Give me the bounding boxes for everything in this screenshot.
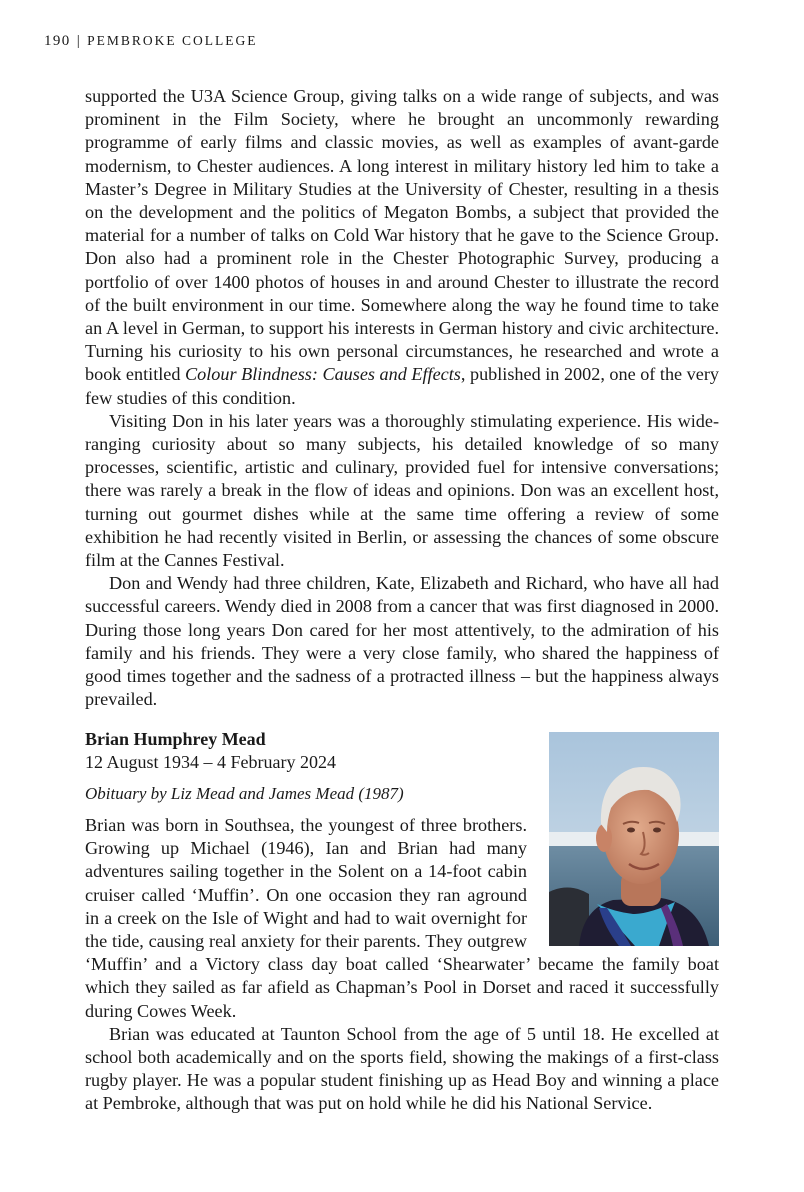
header-separator: | [76,33,82,49]
don-paragraph-1-text: supported the U3A Science Group, giving talks on a wide range of subjects, and was prominent in the Film Society, where he brought an uncommonly rewarding programme of early films and classic movies, as well as examples of avant-garde modernism, to Chester audiences. A long interest in military history led him to take a Master’s Degree in Military Studies at the University of Chester, resulting in a thesis on the development and the politics of Megaton Bombs, a subject that provided the material for a number of talks on Cold War history that he gave to the Science Group. Don also had a prominent role in the Chester Photographic Survey, producing a portfolio of over 1400 photos of houses in and around Chester to illustrate the record of the built environment in our time. Somewhere along the way he found time to take an A level in German, to support his interests in German history and civic architecture. Turning his curiosity to his own personal circumstances, he researched and wrote a book entitled [85,86,719,385]
running-header [44,33,257,50]
don-obituary-continuation [85,85,719,711]
don-paragraph-1 [85,85,719,410]
don-paragraph-1-end: , published in 2002, one of the very few studies of this condition. [85,364,719,408]
book-title: Colour Blindness: Causes and Effects [185,364,461,385]
obituary-name: Brian Humphrey Mead [85,729,266,749]
college-name: PEMBROKE COLLEGE [87,33,258,48]
obituary-dates: 12 August 1934 – 4 February 2024 [85,752,336,772]
obituary-byline: Obituary by Liz Mead and James Mead (1987) [85,784,404,803]
brian-mead-obituary [85,728,719,1116]
brian-paragraph-1: Brian was born in Southsea, the youngest of three brothers. Growing up Michael (1946), Ian and Brian had many adventures sailing together in the Solent on a 14-foot cabin cruiser called ‘Muffin’. On one occasion they ran aground in a creek on the Isle of Wight and had to wait overnight for the tide, causing real anxiety for their parents. They outgrew ‘Muffin’ and a Victory class day boat called ‘Shearwater’ became the family boat which they sailed as far afield as Chapman’s Pool in Dorset and raced it successfully during Cowes Week. [85,815,719,1021]
page-number: 190 [44,33,71,49]
portrait-photo [549,732,719,946]
brian-paragraph-2: Brian was educated at Taunton School from the age of 5 until 18. He excelled at school both academically and on the sports field, showing the makings of a first-class rugby player. He was a popular student finishing up as Head Boy and winning a place at Pembroke, although that was put on hold while he did his National Service. [85,1023,719,1114]
don-paragraph-3: Don and Wendy had three children, Kate, Elizabeth and Richard, who have all had successful careers. Wendy died in 2008 from a cancer that was first diagnosed in 2000. During those long years Don cared for her most attentively, to the admiration of his family and his friends. They were a very close family, who shared the happiness of good times together and the sadness of a protracted illness – but the happiness always prevailed. [85,573,719,710]
don-paragraph-2: Visiting Don in his later years was a thoroughly stimulating experience. His wide-ranging curiosity about so many subjects, his detailed knowledge of so many processes, scientific, artistic and culinary, provided fuel for intensive conversations; there was rarely a break in the flow of ideas and opinions. Don was an excellent host, turning out gourmet dishes while at the same time offering a review of some exhibition he had recently visited in Berlin, or assessing the chances of some obscure film at the Cannes Festival. [85,410,719,571]
